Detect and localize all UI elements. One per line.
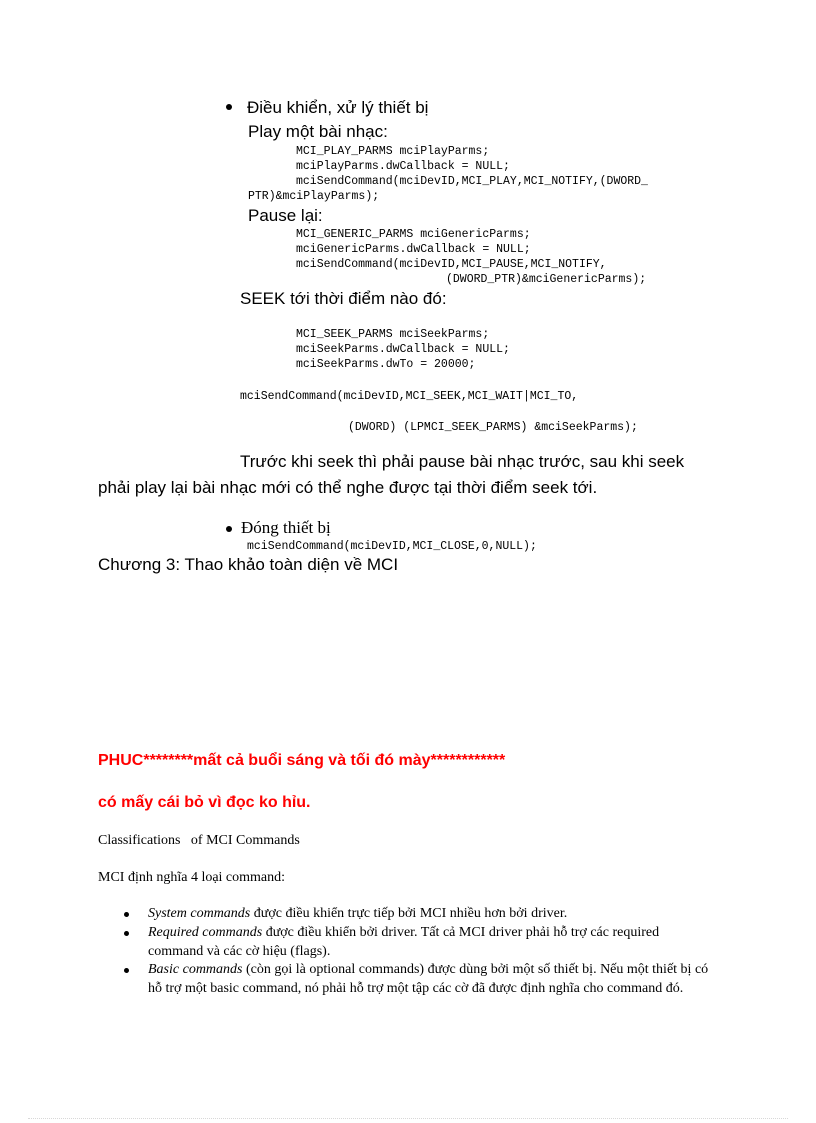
bullet-icon bbox=[226, 104, 232, 110]
list-item bbox=[148, 961, 713, 998]
chapter-title: Chương 3: Thao khảo toàn diện về MCI bbox=[98, 555, 399, 574]
list-item bbox=[148, 924, 713, 961]
red-note-line: có mấy cái bỏ vì đọc ko hỉu. bbox=[98, 794, 311, 811]
play-code-line: PTR)&mciPlayParms); bbox=[248, 190, 380, 203]
classifications-intro: MCI định nghĩa 4 loại command: bbox=[98, 870, 286, 885]
seek-label: SEEK tới thời điểm nào đó: bbox=[240, 289, 447, 308]
list-item-text: được điều khiển trực tiếp bởi MCI nhiều hơn bởi driver. bbox=[250, 906, 568, 921]
red-note-line: PHUC********mất cả buổi sáng và tối đó mày************ bbox=[98, 752, 506, 769]
section-heading-control: Điều khiển, xử lý thiết bị bbox=[247, 98, 429, 117]
seek-note: phải play lại bài nhạc mới có thể nghe được tại thời điểm seek tới. bbox=[98, 478, 598, 497]
pause-code-line: mciSendCommand(mciDevID,MCI_PAUSE,MCI_NOTIFY, bbox=[296, 258, 607, 271]
play-label: Play một bài nhạc: bbox=[248, 122, 388, 141]
pause-label: Pause lại: bbox=[248, 206, 323, 225]
seek-send-line: mciSendCommand(mciDevID,MCI_SEEK,MCI_WAIT|MCI_TO, bbox=[240, 390, 579, 403]
seek-code-line: mciSeekParms.dwCallback = NULL; bbox=[296, 343, 510, 356]
play-code-line: mciSendCommand(mciDevID,MCI_PLAY,MCI_NOTIFY,(DWORD_ bbox=[296, 175, 648, 188]
section-heading-close: Đóng thiết bị bbox=[241, 518, 331, 537]
list-item-term: System commands bbox=[148, 906, 251, 921]
close-code-line: mciSendCommand(mciDevID,MCI_CLOSE,0,NULL); bbox=[247, 540, 537, 553]
play-code-line: MCI_PLAY_PARMS mciPlayParms; bbox=[296, 145, 490, 158]
list-item-text: được điều khiển bởi driver. Tất cả MCI driver phải hỗ trợ các required command và các cờ hiệu (flags). bbox=[148, 925, 660, 959]
play-code-line: mciPlayParms.dwCallback = NULL; bbox=[296, 160, 510, 173]
pause-code-line: MCI_GENERIC_PARMS mciGenericParms; bbox=[296, 228, 531, 241]
list-item bbox=[148, 905, 713, 924]
page-bottom-divider bbox=[28, 1118, 788, 1119]
pause-code-line: mciGenericParms.dwCallback = NULL; bbox=[296, 243, 531, 256]
seek-code-line: mciSeekParms.dwTo = 20000; bbox=[296, 358, 476, 371]
list-item-term: Required commands bbox=[148, 925, 263, 940]
list-item-text: (còn gọi là optional commands) được dùng bởi một số thiết bị. Nếu một thiết bị có hỗ trợ một basic command, nó phải hỗ trợ một tập các cờ đã được định nghĩa cho command đó. bbox=[148, 962, 709, 996]
list-item-term: Basic commands bbox=[148, 962, 243, 977]
seek-code-line: MCI_SEEK_PARMS mciSeekParms; bbox=[296, 328, 490, 341]
seek-note: Trước khi seek thì phải pause bài nhạc trước, sau khi seek bbox=[240, 452, 685, 471]
pause-code-line: (DWORD_PTR)&mciGenericParms); bbox=[446, 273, 647, 286]
bullet-icon bbox=[124, 968, 129, 973]
bullet-icon bbox=[124, 931, 129, 936]
bullet-icon bbox=[124, 912, 129, 917]
seek-send-line: (DWORD) (LPMCI_SEEK_PARMS) &mciSeekParms); bbox=[348, 421, 638, 434]
bullet-icon bbox=[226, 526, 232, 532]
classifications-title: Classifications of MCI Commands bbox=[98, 833, 300, 848]
